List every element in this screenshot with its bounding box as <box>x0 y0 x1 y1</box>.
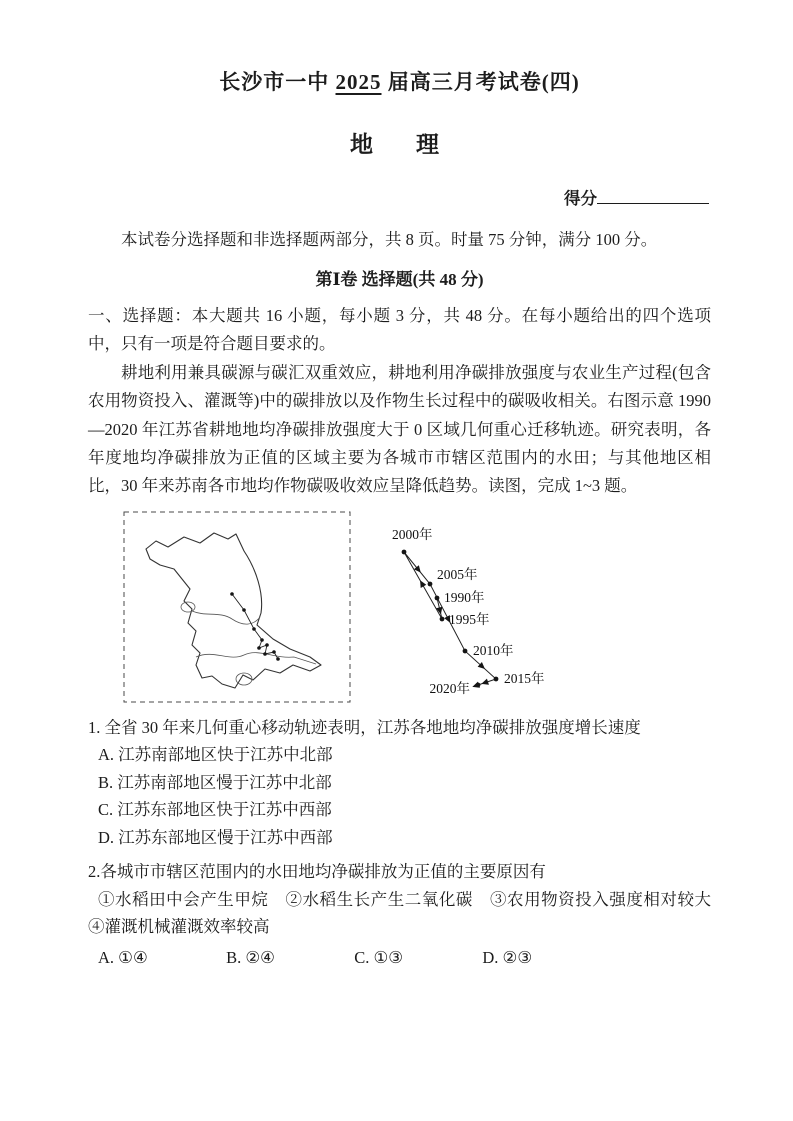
figure-jiangsu-trajectory <box>104 507 724 707</box>
title-post: 届高三月考试卷(四) <box>381 70 580 94</box>
hongze-lake <box>181 602 195 612</box>
svg-text:2015年: 2015年 <box>504 670 545 686</box>
title-pre: 长沙市一中 <box>219 70 336 94</box>
centroid-trajectory-chart <box>392 526 545 696</box>
jiangsu-map-outline <box>146 533 321 688</box>
river-line-2 <box>192 611 260 624</box>
svg-text:1990年: 1990年 <box>444 589 485 605</box>
question-2-option-a: A. ①④ <box>98 948 148 968</box>
question-2-options <box>98 944 711 972</box>
question-2-option-d: D. ②③ <box>482 948 533 968</box>
question-2-option-c: C. ①③ <box>354 948 404 968</box>
question-1-option-b: B. 江苏南部地区慢于江苏中北部 <box>98 772 332 792</box>
question-1-option-c: C. 江苏东部地区快于江苏中西部 <box>98 800 332 820</box>
score-row <box>88 185 711 209</box>
question-1-option-a: A. 江苏南部地区快于江苏中北部 <box>98 745 333 765</box>
title-underlined-year: 2025 <box>335 70 382 94</box>
question-2-substem: ①水稻田中会产生甲烷 ②水稻生长产生二氧化碳 ③农用物资投入强度相对较大 ④灌溉机械灌溉效率较高 <box>88 889 728 937</box>
question-2 <box>88 859 728 973</box>
exam-info: 本试卷分选择题和非选择题两部分，共 8 页。时量 75 分钟，满分 100 分。 <box>121 230 658 249</box>
question-1-option-d: D. 江苏东部地区慢于江苏中西部 <box>98 827 333 847</box>
section-instruction: 一、选择题：本大题共 16 小题，每小题 3 分，共 48 分。在每小题给出的四个选项中，只有一项是符合题目要求的。 <box>88 306 711 353</box>
yangtze-river-line <box>196 652 316 663</box>
question-2-stem: 各城市市辖区范围内的水田地均净碳排放为正值的主要原因有 <box>100 861 546 881</box>
question-2-number: 2. <box>88 861 101 881</box>
page-title <box>88 66 711 96</box>
score-blank-line <box>597 189 709 204</box>
map-centroid-trajectory <box>230 592 280 661</box>
subject-title: 地 理 <box>350 132 449 157</box>
question-1-stem: 全省 30 年来几何重心移动轨迹表明，江苏各地地均净碳排放强度增长速度 <box>100 717 641 737</box>
figure-wrap <box>104 507 724 707</box>
svg-text:2010年: 2010年 <box>473 642 514 658</box>
question-2-option-b: B. ②④ <box>226 948 275 968</box>
map-frame <box>124 512 350 702</box>
svg-text:1995年: 1995年 <box>449 611 490 627</box>
svg-text:2005年: 2005年 <box>437 566 478 582</box>
question-1-number: 1. <box>88 717 101 737</box>
svg-text:2000年: 2000年 <box>392 526 433 542</box>
question-1 <box>88 715 711 851</box>
section-heading: 第Ⅰ卷 选择题(共 48 分) <box>315 270 484 290</box>
taihu-lake <box>236 673 252 685</box>
reading-passage: 耕地利用兼具碳源与碳汇双重效应，耕地利用净碳排放强度与农业生产过程(包含农用物资投入、灌溉等)中的碳排放以及作物生长过程中的碳吸收相关。右图示意 1990—2020 年江苏省耕地地均净碳排放强度大于 0 区域几何重心迁移轨迹。研究表明，各年度地均净碳排放为正值的区域主要为各城市市辖区范围内的水田；与其他地区相比，30 年来苏南各市地均作物碳吸收效应呈降低趋势。读图，完成 1~3 题。 <box>88 362 711 496</box>
question-1-options <box>88 741 711 851</box>
score-label: 得分 <box>564 189 597 208</box>
svg-text:2020年: 2020年 <box>429 680 470 696</box>
